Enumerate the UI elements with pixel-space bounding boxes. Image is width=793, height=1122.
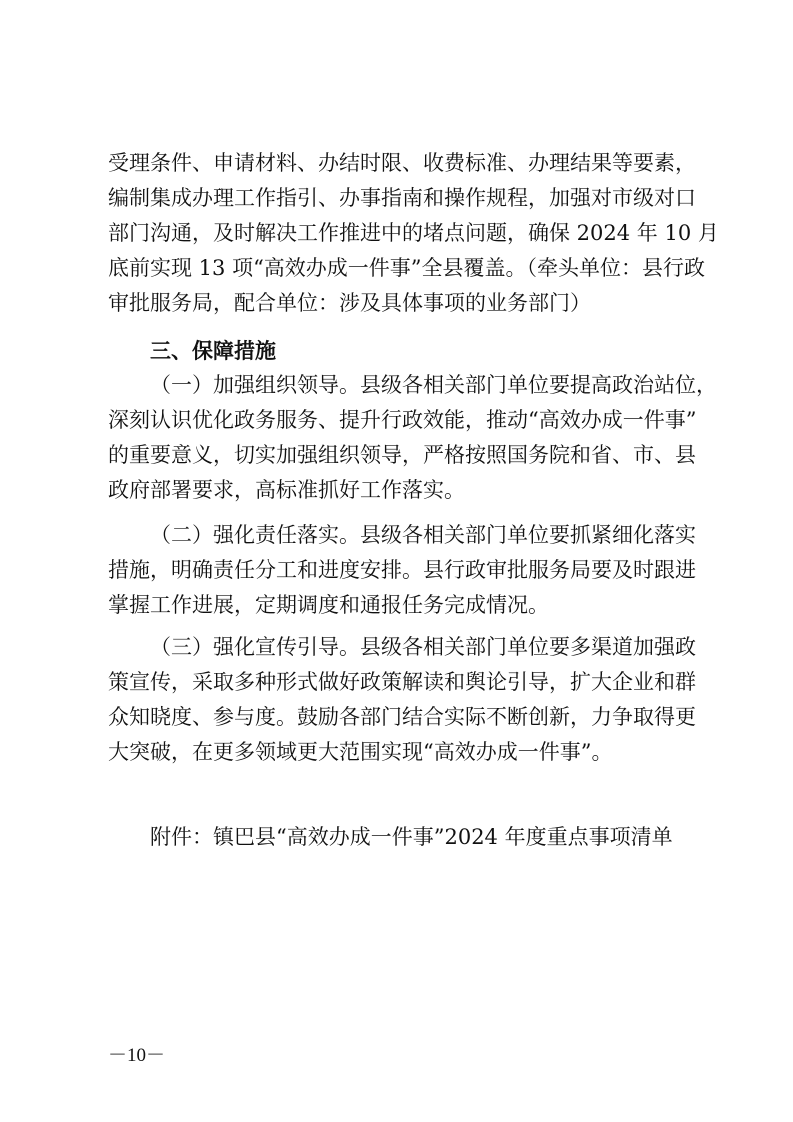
measure-3-line: 众知晓度、参与度。鼓励各部门结合实际不断创新，力争取得更: [108, 705, 696, 729]
page-number: －10－: [108, 1045, 166, 1066]
measure-3-line: 策宣传，采取多种形式做好政策解读和舆论引导，扩大企业和群: [108, 670, 696, 694]
paragraph-line: 底前实现 13 项“高效办成一件事”全县覆盖。（牵头单位：县行政: [108, 256, 706, 280]
paragraph-line: 编制集成办理工作指引、办事指南和操作规程，加强对市级对口: [108, 186, 696, 210]
measure-2-line: 掌握工作进展，定期调度和通报任务完成情况。: [108, 593, 549, 617]
attachment-note: 附件：镇巴县“高效办成一件事”2024 年度重点事项清单: [150, 825, 673, 849]
paragraph-line: 受理条件、申请材料、办结时限、收费标准、办理结果等要素，: [108, 151, 696, 175]
paragraph-line: 部门沟通，及时解决工作推进中的堵点问题，确保 2024 年 10 月: [108, 221, 719, 245]
section-heading: 三、保障措施: [150, 339, 276, 363]
measure-3-line: 大突破，在更多领域更大范围实现“高效办成一件事”。: [108, 740, 613, 764]
measure-2-line: 措施，明确责任分工和进度安排。县行政审批服务局要及时跟进: [108, 558, 696, 582]
measure-3-line: （三）强化宣传引导。县级各相关部门单位要多渠道加强政: [150, 635, 696, 659]
measure-2-line: （二）强化责任落实。县级各相关部门单位要抓紧细化落实: [150, 523, 696, 547]
paragraph-line: 审批服务局，配合单位：涉及具体事项的业务部门）: [108, 291, 591, 315]
measure-1-line: 的重要意义，切实加强组织领导，严格按照国务院和省、市、县: [108, 443, 696, 467]
measure-1-line: 政府部署要求，高标准抓好工作落实。: [108, 478, 465, 502]
measure-1-line: 深刻认识优化政务服务、提升行政效能，推动“高效办成一件事”: [108, 408, 697, 432]
measure-1-line: （一）加强组织领导。县级各相关部门单位要提高政治站位，: [150, 373, 717, 397]
